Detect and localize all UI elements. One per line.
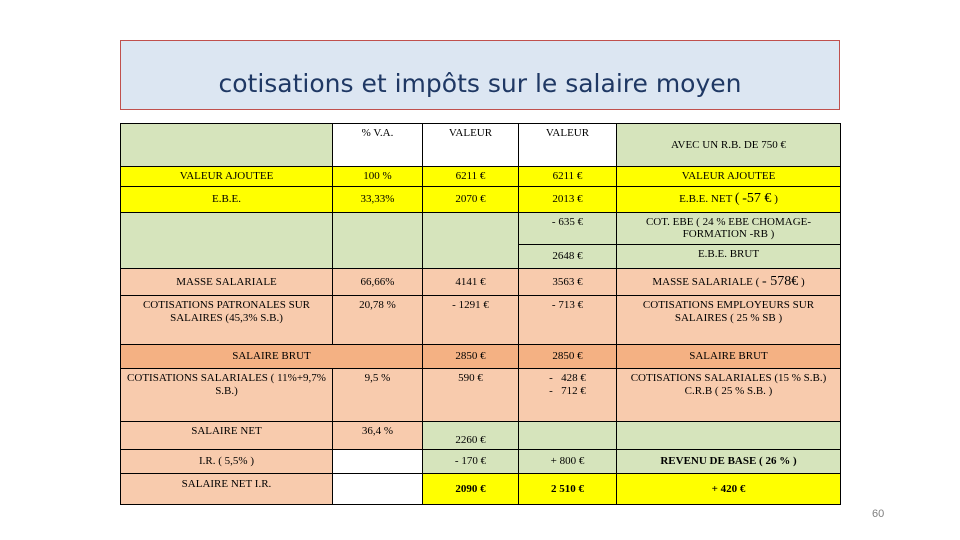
table-row (121, 187, 841, 212)
row-v1-cot-pat: - 1291 € (423, 296, 519, 345)
table-row (121, 296, 841, 345)
masse-amount: - 578€ (762, 273, 799, 289)
ebe-net-paren-close: ) (774, 193, 778, 206)
row-avec-ebe (617, 187, 841, 212)
row-v2-ir: + 800 € (519, 449, 617, 473)
row-pct-net-ir-empty (333, 474, 423, 505)
row-label-va: VALEUR AJOUTEE (121, 166, 333, 186)
row-label-net: SALAIRE NET (121, 422, 333, 450)
row-v2-ebe: 2013 € (519, 187, 617, 212)
row-v2-cot-pat: - 713 € (519, 296, 617, 345)
row-v1-brut: 2850 € (423, 345, 519, 369)
masse-label: MASSE SALARIALE ( (652, 275, 760, 288)
row-label-net-ir: SALAIRE NET I.R. (121, 474, 333, 505)
row-v1-va: 6211 € (423, 166, 519, 186)
row-avec-brut: SALAIRE BRUT (617, 345, 841, 369)
row-avec-cot-sal: COTISATIONS SALARIALES (15 % S.B.) C.R.B ( 25 % S.B. ) (617, 369, 841, 422)
header-valeur-1: VALEUR (423, 124, 519, 167)
row-pct-masse: 66,66% (333, 268, 423, 296)
page-number: 60 (872, 508, 885, 520)
table-row (121, 212, 841, 245)
row-label-masse: MASSE SALARIALE (121, 268, 333, 296)
cot-sal-dash-1: - (549, 372, 553, 385)
cot-sal-line-2 (523, 385, 612, 398)
header-valeur-2: VALEUR (519, 124, 617, 167)
row-label-cot-ebe-empty (121, 212, 333, 268)
title-box (120, 40, 840, 110)
row-pct-ebe: 33,33% (333, 187, 423, 212)
row-v1-ebe: 2070 € (423, 187, 519, 212)
row-avec-masse (617, 268, 841, 296)
row-v1-cot-ebe-empty (423, 212, 519, 268)
row-avec-ebe-brut: E.B.E. BRUT (617, 245, 841, 268)
row-pct-net: 36,4 % (333, 422, 423, 450)
row-pct-cot-sal: 9,5 % (333, 369, 423, 422)
row-v2-cot-ebe: - 635 € (519, 212, 617, 245)
row-label-ir: I.R. ( 5,5% ) (121, 449, 333, 473)
row-v2-masse: 3563 € (519, 268, 617, 296)
row-avec-ir: REVENU DE BASE ( 26 % ) (617, 449, 841, 473)
row-v2-cot-sal (519, 369, 617, 422)
header-empty-cell (121, 124, 333, 167)
row-v1-cot-sal: 590 € (423, 369, 519, 422)
row-pct-va: 100 % (333, 166, 423, 186)
row-pct-ir-empty (333, 449, 423, 473)
row-label-brut: SALAIRE BRUT (121, 345, 423, 369)
cot-sal-value-2: 712 € (561, 385, 586, 398)
row-avec-cot-pat: COTISATIONS EMPLOYEURS SUR SALAIRES ( 25 % SB ) (617, 296, 841, 345)
table-row (121, 345, 841, 369)
row-v1-net-ir: 2090 € (423, 474, 519, 505)
header-pct-va: % V.A. (333, 124, 423, 167)
row-v2-va: 6211 € (519, 166, 617, 186)
row-pct-cot-ebe-empty (333, 212, 423, 268)
row-avec-va: VALEUR AJOUTEE (617, 166, 841, 186)
ebe-net-label: E.B.E. NET (679, 193, 733, 206)
table-row (121, 422, 841, 450)
header-avec-rb: AVEC UN R.B. DE 750 € (617, 124, 841, 167)
table-header-row (121, 124, 841, 167)
ebe-net-paren-open: ( (734, 191, 740, 207)
table-row (121, 369, 841, 422)
row-label-cot-sal: COTISATIONS SALARIALES ( 11%+9,7% S.B.) (121, 369, 333, 422)
row-avec-net-ir: + 420 € (617, 474, 841, 505)
row-v2-brut: 2850 € (519, 345, 617, 369)
row-label-ebe: E.B.E. (121, 187, 333, 212)
table-row (121, 268, 841, 296)
row-avec-net-empty (617, 422, 841, 450)
row-label-cot-pat: COTISATIONS PATRONALES SUR SALAIRES (45,3% S.B.) (121, 296, 333, 345)
row-v1-ir: - 170 € (423, 449, 519, 473)
cot-sal-dash-2: - (549, 385, 553, 398)
salary-table (120, 123, 841, 505)
table-row (121, 449, 841, 473)
cot-sal-value-1: 428 € (561, 372, 586, 385)
table-row (121, 474, 841, 505)
row-v2-ebe-brut: 2648 € (519, 245, 617, 268)
row-v2-net-ir: 2 510 € (519, 474, 617, 505)
cot-sal-line-1 (523, 372, 612, 385)
row-v2-net-empty (519, 422, 617, 450)
row-v1-masse: 4141 € (423, 268, 519, 296)
ebe-net-amount: -57 € (742, 191, 772, 207)
page-title: cotisations et impôts sur le salaire moyen (218, 69, 742, 98)
row-avec-cot-ebe: COT. EBE ( 24 % EBE CHOMAGE-FORMATION -RB ) (617, 212, 841, 245)
table-row (121, 166, 841, 186)
masse-paren-close: ) (800, 275, 805, 288)
row-pct-cot-pat: 20,78 % (333, 296, 423, 345)
row-v1-net: 2260 € (423, 422, 519, 450)
